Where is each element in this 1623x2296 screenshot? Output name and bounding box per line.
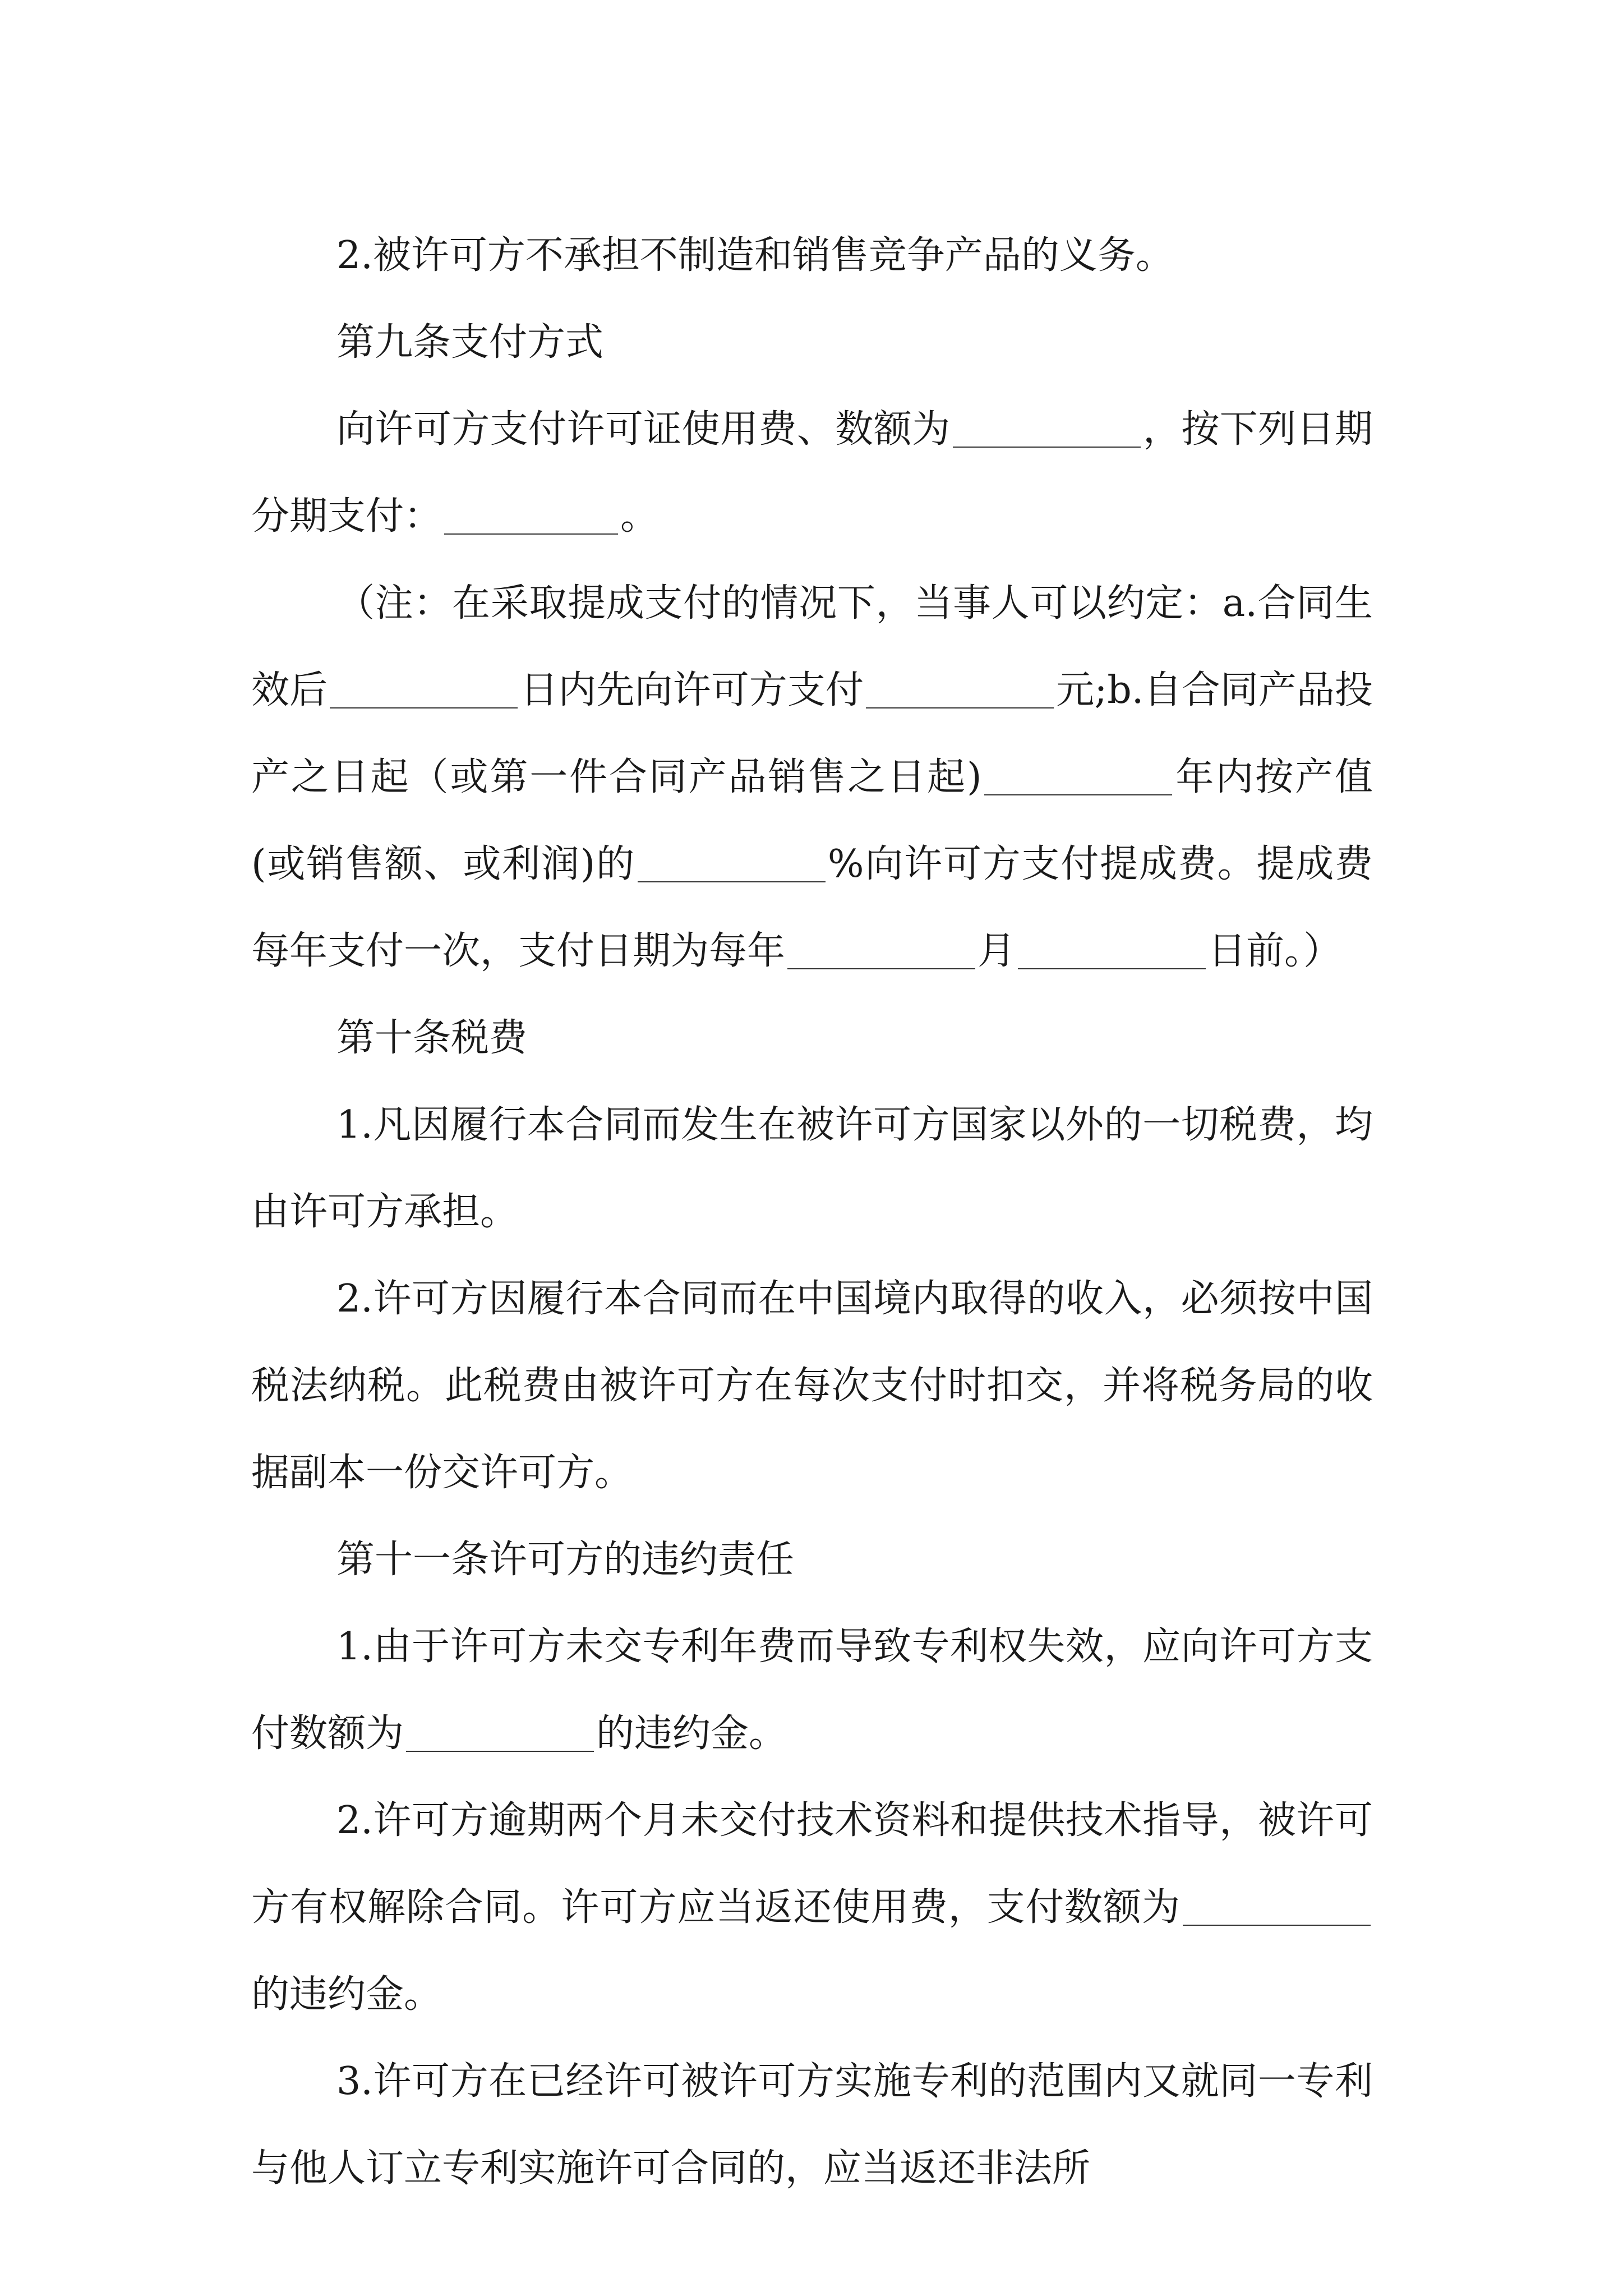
text-segment: 2.许可方逾期两个月未交付技术资料和提供技术指导，被许可方有权解除合同。许可方应当返还使用费，支付数额为 [251,1798,1373,1930]
text-segment: （注：在采取提成支付的情况下，当事人可以约定：a.合同生效后 [251,581,1373,712]
fill-blank [1183,1887,1371,1926]
text-segment: %向许可方支付提成费。提成费每年支付一次，支付日期为每年 [251,842,1373,973]
fill-blank [984,756,1172,795]
text-segment: 向许可方支付许可证使用费、数额为 [336,407,951,452]
paragraph-note [251,560,1373,995]
heading-article-10 [251,995,1373,1082]
text-segment: 元;b.自合同产品投产之日起（或第一件合同产品销售之日起) [251,668,1373,799]
fill-blank [1018,930,1206,969]
text-segment: 日内先向许可方支付 [520,668,864,712]
paragraph-liability-3 [251,2038,1373,2212]
text-segment: 2.许可方因履行本合同而在中国境内取得的收入，必须按中国税法纳税。此税费由被许可方在每次支付时扣交，并将税务局的收据副本一份交许可方。 [251,1277,1373,1495]
fill-blank [866,669,1054,708]
text-segment: 月 [978,929,1016,973]
text-segment: 第十一条许可方的违约责任 [336,1538,795,1582]
heading-article-9 [251,299,1373,386]
text-segment: 1.由于许可方未交专利年费而导致专利权失效，应向许可方支付数额为 [251,1625,1373,1756]
paragraph-payment [251,386,1373,560]
paragraph-tax-1 [251,1082,1373,1255]
text-segment: 1.凡因履行本合同而发生在被许可方国家以外的一切税费，均由许可方承担。 [251,1103,1373,1234]
text-segment: 第九条支付方式 [336,320,604,365]
fill-blank [406,1713,594,1752]
paragraph-liability-1 [251,1603,1373,1777]
text-segment: 。 [620,494,659,539]
text-segment: 第十条税费 [336,1016,528,1060]
text-segment: 3.许可方在已经许可被许可方实施专利的范围内又就同一专利与他人订立专利实施许可合同的，应当返还非法所 [251,2059,1373,2191]
fill-blank [330,669,518,708]
text-segment: ，按下列日期分期支付： [251,407,1373,539]
text-segment: 2.被许可方不承担不制造和销售竞争产品的义务。 [336,233,1174,278]
fill-blank [638,843,826,882]
text-segment: 日前。） [1208,929,1342,973]
fill-blank [444,495,618,535]
document-body [251,212,1373,2212]
text-segment: 年内按产值(或销售额、或利润)的 [251,755,1373,886]
paragraph-obligation-2 [251,212,1373,299]
text-segment: 的违约金。 [596,1711,787,1756]
fill-blank [787,930,975,969]
paragraph-tax-2 [251,1255,1373,1516]
heading-article-11 [251,1516,1373,1603]
paragraph-liability-2 [251,1777,1373,2038]
text-segment: 的违约金。 [251,1972,442,2017]
fill-blank [953,408,1141,448]
